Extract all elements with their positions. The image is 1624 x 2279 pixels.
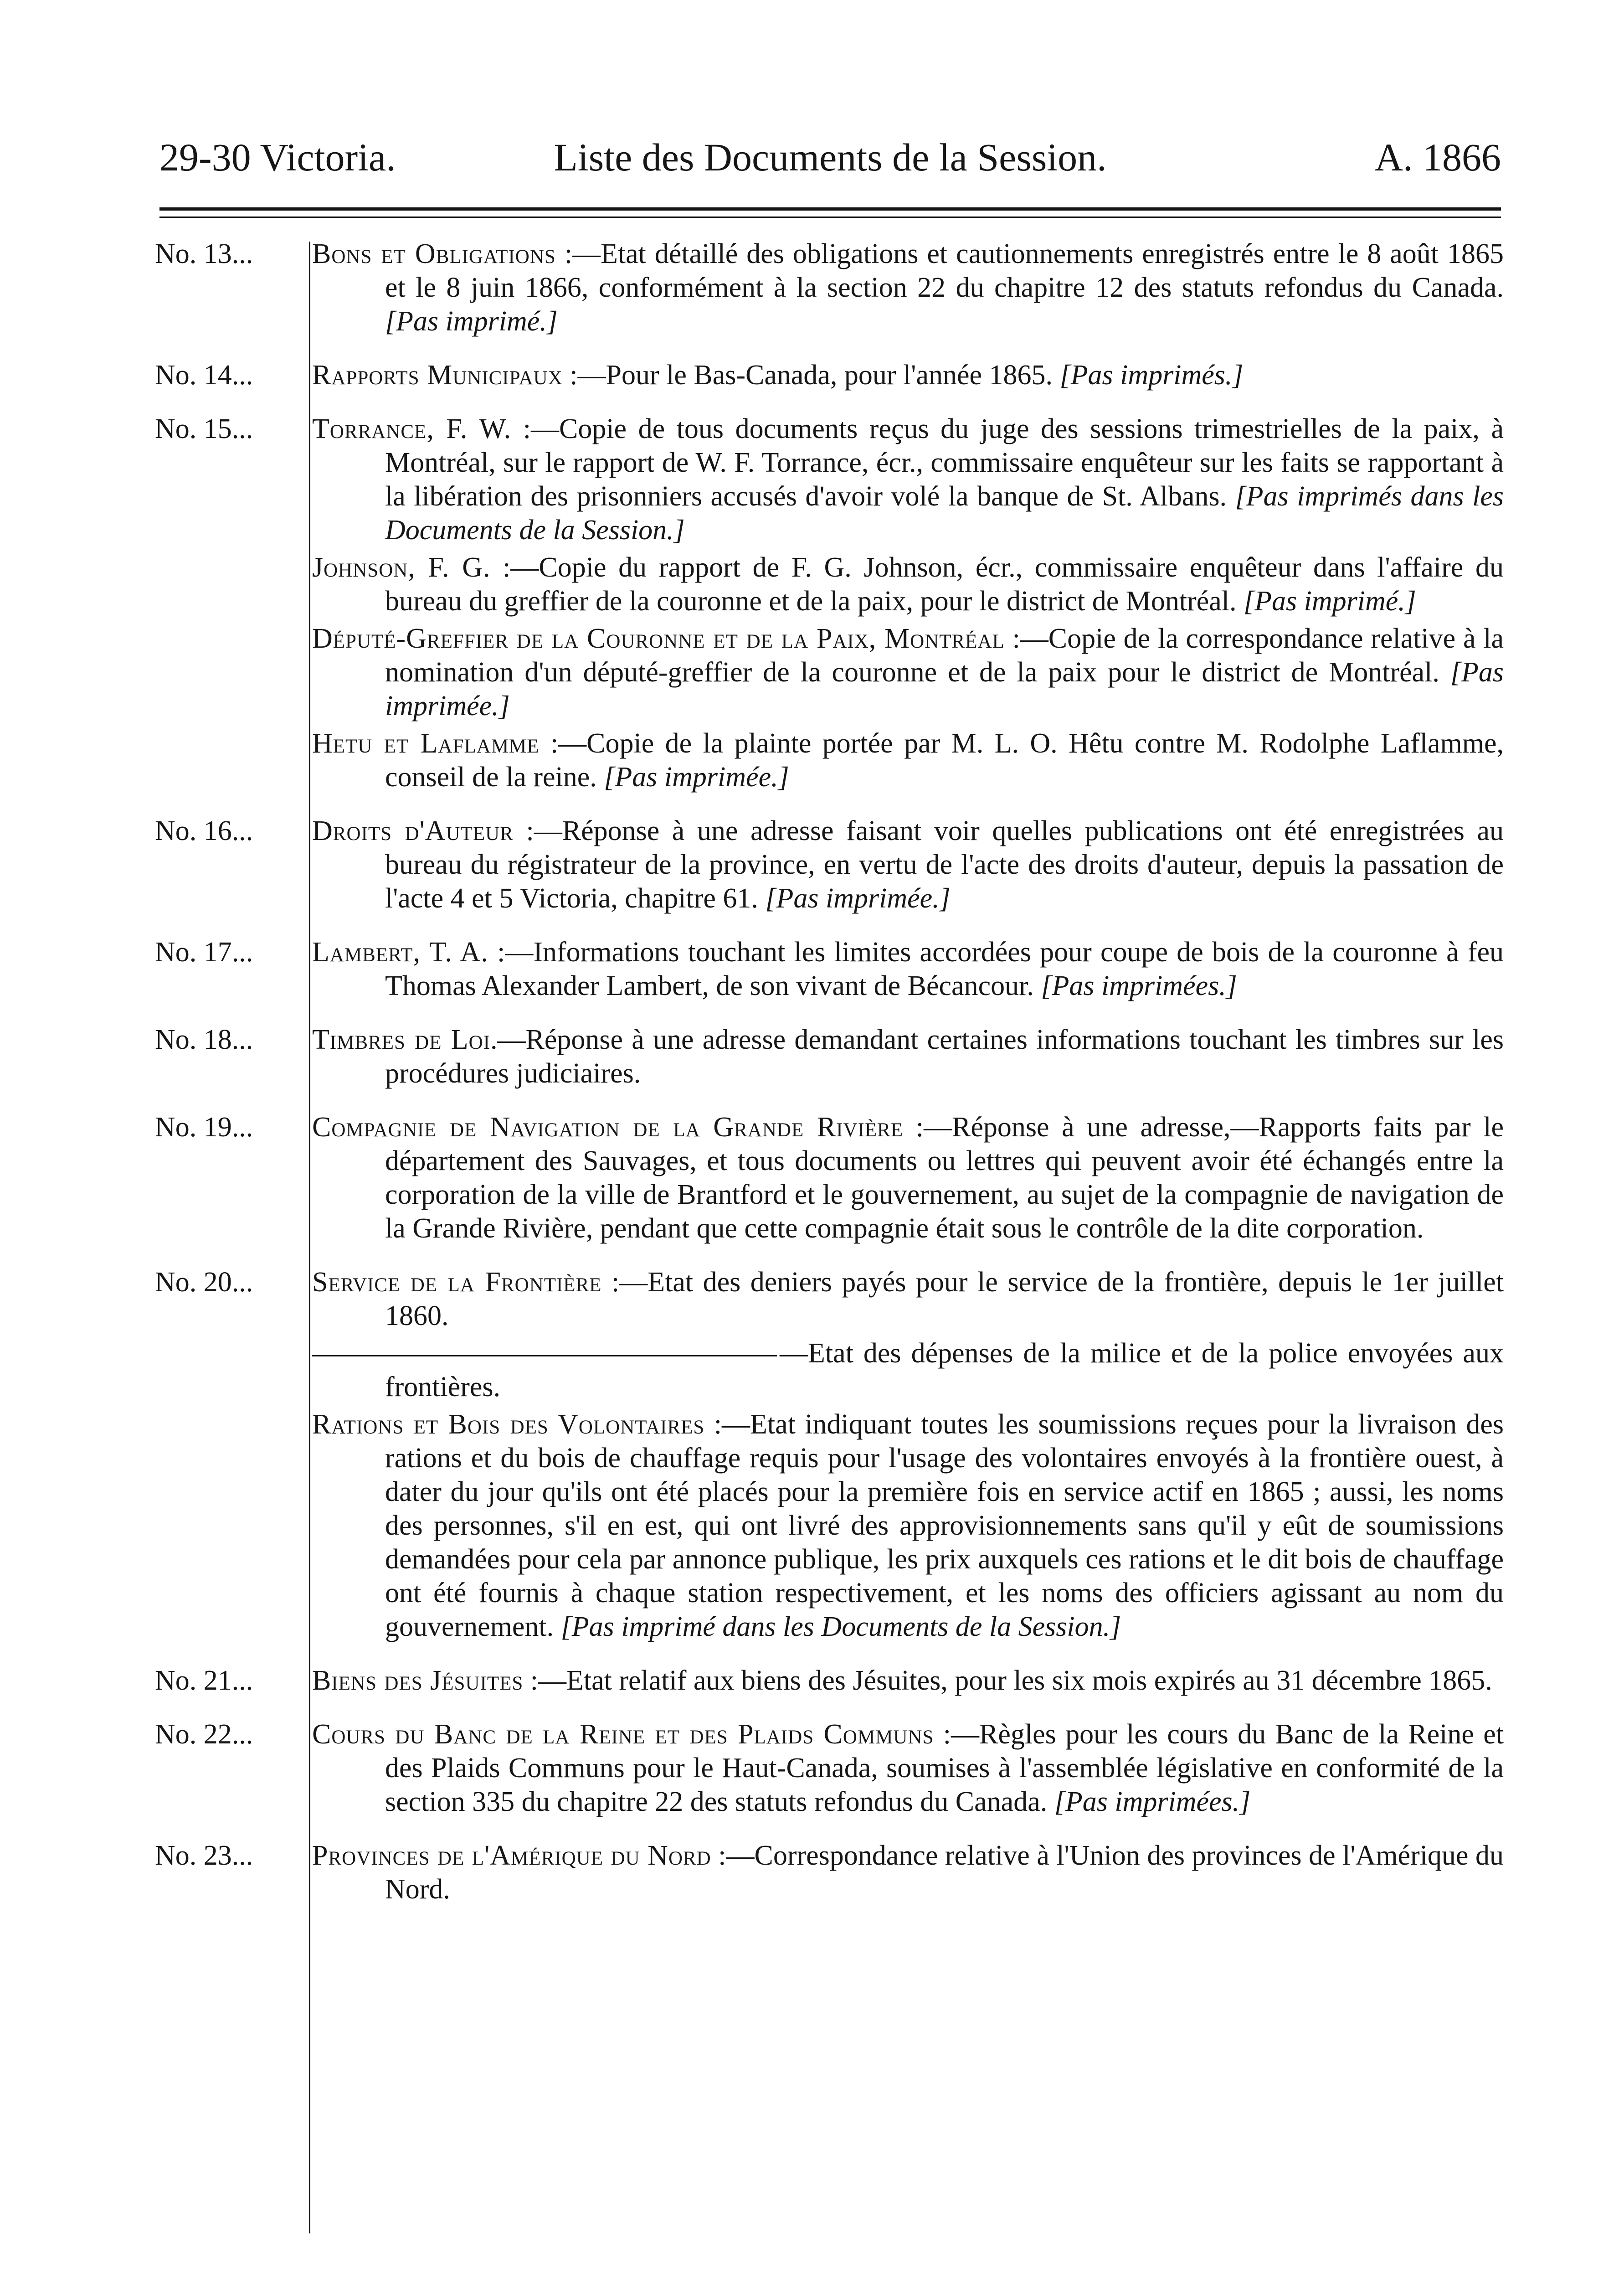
entry-text: :—Réponse à une adresse,—Rapports faits par le département des Sauvages, et tous documents ou lettres qui peuvent avoir été échangés entre la corporation de la ville de Brantford et le gouvernement, au sujet de la compagnie de navigation de la Grande Rivière, pendant que cette compagnie était sous le contrôle de la dite corporation. <box>385 1112 1504 1244</box>
entry-number: No. 19... <box>155 1112 253 1143</box>
entry-text: :—Réponse à une adresse faisant voir quelles publications ont été enregistrées au bureau du régistrateur de la province, en vertu de l'acte des droits d'auteur, depuis la passation de l'acte 4 et 5 Victoria, chapitre 61. <box>385 815 1504 914</box>
document-entry <box>155 412 1504 794</box>
entry-item <box>312 358 1504 392</box>
entry-item <box>312 1408 1504 1644</box>
print-status-note: [Pas imprimées.] <box>1054 1786 1251 1817</box>
entry-text: :—Informations touchant les limites accordées pour coupe de bois de la couronne à feu Thomas Alexander Lambert, de son vivant de Bécancour. <box>385 937 1504 1001</box>
entry-item <box>312 1664 1504 1697</box>
entry-item <box>312 935 1504 1003</box>
header-rule-thin <box>159 217 1501 218</box>
print-status-note: [Pas imprimé dans les Documents de la Session.] <box>560 1611 1121 1642</box>
header-rule-thick <box>159 207 1501 211</box>
entry-heading: Droits d'Auteur <box>312 815 514 846</box>
header-left: 29-30 Victoria. <box>159 135 396 179</box>
entry-heading: Rapports Municipaux <box>312 360 563 391</box>
entry-item <box>312 814 1504 915</box>
entry-heading: Lambert, T. A. <box>312 937 488 968</box>
entry-number: No. 14... <box>155 360 253 391</box>
entry-heading: Hetu et Laflamme <box>312 728 540 759</box>
print-status-note: [Pas imprimés dans les Documents de la Session.] <box>385 481 1504 546</box>
header-title: Liste des Documents de la Session. <box>554 135 1107 179</box>
entry-text: :—Copie de la plainte portée par M. L. O. Hêtu contre M. Rodolphe Laflamme, conseil de la reine. <box>385 728 1504 793</box>
entry-item <box>312 237 1504 338</box>
print-status-note: [Pas imprimée.] <box>604 762 789 793</box>
entry-text: :—Correspondance relative à l'Union des provinces de l'Amérique du Nord. <box>385 1840 1504 1905</box>
print-status-note: [Pas imprimé.] <box>1243 586 1416 617</box>
document-entry <box>155 1664 1504 1697</box>
entry-heading: Torrance, F. W. <box>312 413 512 444</box>
entry-item <box>312 412 1504 547</box>
ditto-rule <box>312 1355 777 1356</box>
entry-item <box>312 1265 1504 1333</box>
header-right: A. 1866 <box>1374 135 1501 179</box>
entry-heading: Rations et Bois des Volontaires <box>312 1409 705 1440</box>
entry-text: :—Etat indiquant toutes les soumissions reçues pour la livraison des rations et du bois de chauffage requis pour l'usage des volontaires envoyés à la frontière ouest, à dater du jour qu'ils ont été placés pour la première fois en service actif en 1865 ; aussi, les noms des personnes, s'il en est, qui ont livré des approvisionnements sans qu'il y eût de soumissions demandées pour cela par annonce publique, les prix auxquels ces rations et le dit bois de chauffage ont été fournis à chaque station respectivement, et les noms des officiers agissant au nom du gouvernement. <box>385 1409 1504 1642</box>
entry-heading: Timbres de Loi <box>312 1024 490 1055</box>
document-entry <box>155 935 1504 1003</box>
entry-text: :—Copie de tous documents reçus du juge des sessions trimestrielles de la paix, à Montréal, sur le rapport de W. F. Torrance, écr., commissaire enquêteur sur les faits se rapportant à la libération des prisonniers accusés d'avoir volé la banque de St. Albans. <box>385 413 1504 512</box>
document-entry <box>155 1839 1504 1906</box>
document-entry <box>155 1265 1504 1644</box>
entry-text: :—Etat des deniers payés pour le service de la frontière, depuis le 1er juillet 1860. <box>385 1267 1504 1331</box>
print-status-note: [Pas imprimés.] <box>1059 360 1244 391</box>
entry-number: No. 13... <box>155 238 253 269</box>
entry-heading: Service de la Frontière <box>312 1267 602 1298</box>
entry-number: No. 20... <box>155 1267 253 1298</box>
entry-number: No. 16... <box>155 815 253 846</box>
entry-text: :—Copie du rapport de F. G. Johnson, écr., commissaire enquêteur dans l'affaire du bureau du greffier de la couronne et de la paix, pour le district de Montréal. <box>385 552 1504 617</box>
document-entry <box>155 1717 1504 1819</box>
entry-heading: Bons et Obligations <box>312 238 556 269</box>
entry-text: —Etat des dépenses de la milice et de la police envoyées aux frontières. <box>385 1338 1504 1402</box>
entry-text: :—Copie de la correspondance relative à la nomination d'un député-greffier de la couronne et de la paix pour le district de Montréal. <box>385 623 1504 688</box>
entry-text: :—Etat détaillé des obligations et cautionnements enregistrés entre le 8 août 1865 et le 8 juin 1866, conformément à la section 22 du chapitre 12 des statuts refondus du Canada. <box>385 238 1504 303</box>
entry-number: No. 22... <box>155 1719 253 1750</box>
document-entry <box>155 1023 1504 1090</box>
entry-number: No. 23... <box>155 1840 253 1871</box>
entry-heading: Cours du Banc de la Reine et des Plaids Communs <box>312 1719 934 1750</box>
entry-item <box>312 1839 1504 1906</box>
entry-item <box>312 1023 1504 1090</box>
document-entry <box>155 814 1504 915</box>
entry-item <box>312 1717 1504 1819</box>
entry-item <box>312 551 1504 618</box>
entry-text: .—Réponse à une adresse demandant certaines informations touchant les timbres sur les procédures judiciaires. <box>385 1024 1504 1089</box>
print-status-note: [Pas imprimées.] <box>1041 970 1237 1001</box>
entry-heading: Johnson, F. G. <box>312 552 491 583</box>
entry-heading: Provinces de l'Amérique du Nord <box>312 1840 711 1871</box>
entry-number: No. 18... <box>155 1024 253 1055</box>
document-entry <box>155 237 1504 338</box>
running-header <box>159 132 1501 182</box>
entry-item <box>312 1110 1504 1245</box>
entry-heading: Biens des Jésuites <box>312 1665 524 1696</box>
print-status-note: [Pas imprimée.] <box>765 883 951 914</box>
entry-number: No. 15... <box>155 413 253 444</box>
entry-heading: Compagnie de Navigation de la Grande Rivière <box>312 1112 904 1143</box>
entry-text: :—Pour le Bas-Canada, pour l'année 1865. <box>562 360 1053 391</box>
entry-number: No. 21... <box>155 1665 253 1696</box>
document-entry <box>155 358 1504 392</box>
entry-number: No. 17... <box>155 937 253 968</box>
document-list <box>155 237 1504 1926</box>
entry-text: :—Etat relatif aux biens des Jésuites, pour les six mois expirés au 31 décembre 1865. <box>523 1665 1492 1696</box>
entry-item <box>312 727 1504 794</box>
entry-item <box>312 622 1504 723</box>
document-entry <box>155 1110 1504 1245</box>
entry-heading: Député-Greffier de la Couronne et de la Paix, Montréal <box>312 623 1005 654</box>
print-status-note: [Pas imprimé.] <box>385 306 558 337</box>
print-status-note: [Pas imprimée.] <box>385 657 1504 722</box>
entry-item <box>312 1336 1504 1404</box>
entry-text: :—Règles pour les cours du Banc de la Reine et des Plaids Communs pour le Haut-Canada, soumises à l'assemblée législative en conformité de la section 335 du chapitre 22 des statuts refondus du Canada. <box>385 1719 1504 1817</box>
